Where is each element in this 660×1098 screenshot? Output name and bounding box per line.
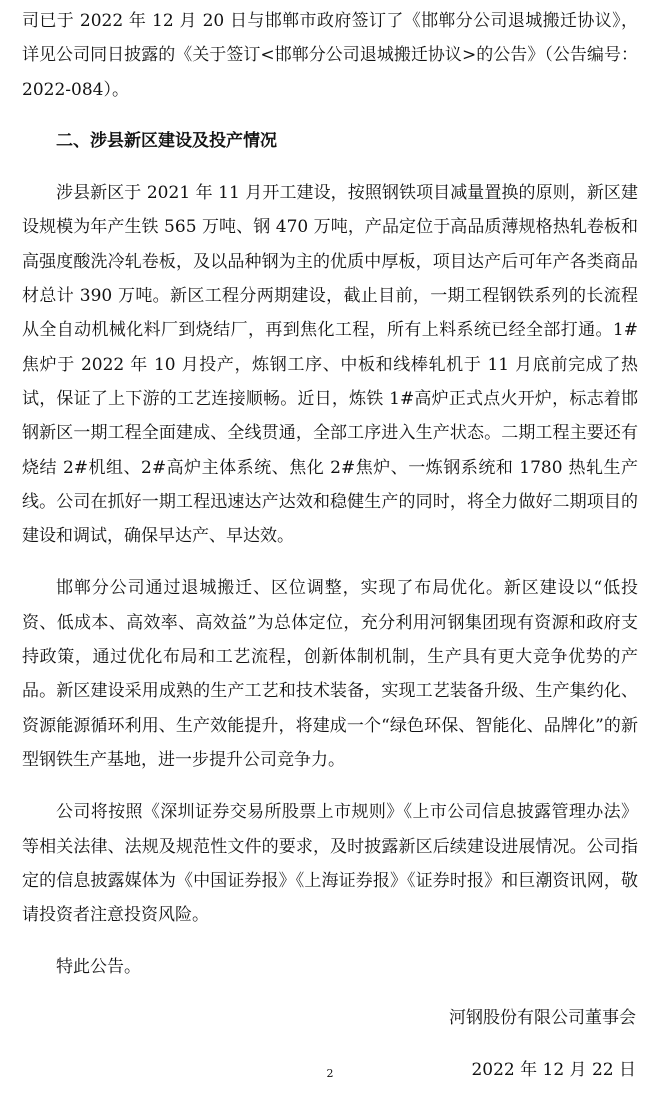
page-number: 2 (326, 1067, 334, 1080)
closing-text: 特此公告。 (56, 957, 141, 978)
section-heading: 二、涉县新区建设及投产情况 (56, 130, 277, 151)
body-paragraph-2: 邯郸分公司通过退城搬迁、区位调整，实现了布局优化。新区建设以“低投资、低成本、高效率、高效益”为总体定位，充分利用河钢集团现有资源和政府支持政策，通过优化布局和工艺流程，创新体制机制，生产具有更大竞争优势的产品。新区建设采用成熟的生产工艺和技术装备，实现工艺装备升级、生产集约化、资源能源循环利用、生产效能提升，将建成一个“绿色环保、智能化、品牌化”的新型钢铁生产基地，进一步提升公司竞争力。 (22, 578, 638, 770)
document-date: 2022 年 12 月 22 日 (471, 1060, 636, 1081)
body-paragraph-1: 涉县新区于 2021 年 11 月开工建设，按照钢铁项目减量置换的原则，新区建设规模为年产生铁 565 万吨、钢 470 万吨，产品定位于高品质薄规格热轧卷板和高强度酸洗冷轧卷板，及以品种钢为主的优质中厚板，项目达产后可年产各类商品材总计 390 万吨。新区工程分两期建设，截止目前，一期工程钢铁系列的长流程从全自动机械化料厂到烧结厂，再到焦化工程，所有上料系统已经全部打通。1#焦炉于 2022 年 10 月投产，炼钢工序、中板和线棒轧机于 11 月底前完成了热试，保证了上下游的工艺连接顺畅。近日，炼铁 1#高炉正式点火开炉，标志着邯钢新区一期工程全面建成、全线贯通，全部工序进入生产状态。二期工程主要还有烧结 2#机组、2#高炉主体系统、焦化 2#焦炉、一炼钢系统和 1780 热轧生产线。公司在抓好一期工程迅速达产达效和稳健生产的同时，将全力做好二期项目的建设和调试，确保早达产、早达效。 (22, 183, 638, 547)
signature: 河钢股份有限公司董事会 (449, 1007, 636, 1028)
body-paragraph-3: 公司将按照《深圳证券交易所股票上市规则》《上市公司信息披露管理办法》等相关法律、法规及规范性文件的要求，及时披露新区后续建设进展情况。公司指定的信息披露媒体为《中国证券报》《上海证券报》《证券时报》和巨潮资讯网，敬请投资者注意投资风险。 (22, 802, 638, 926)
intro-paragraph: 司已于 2022 年 12 月 20 日与邯郸市政府签订了《邯郸分公司退城搬迁协议》，详见公司同日披露的《关于签订<邯郸分公司退城搬迁协议>的公告》（公告编号：2022-084）。 (22, 11, 638, 100)
